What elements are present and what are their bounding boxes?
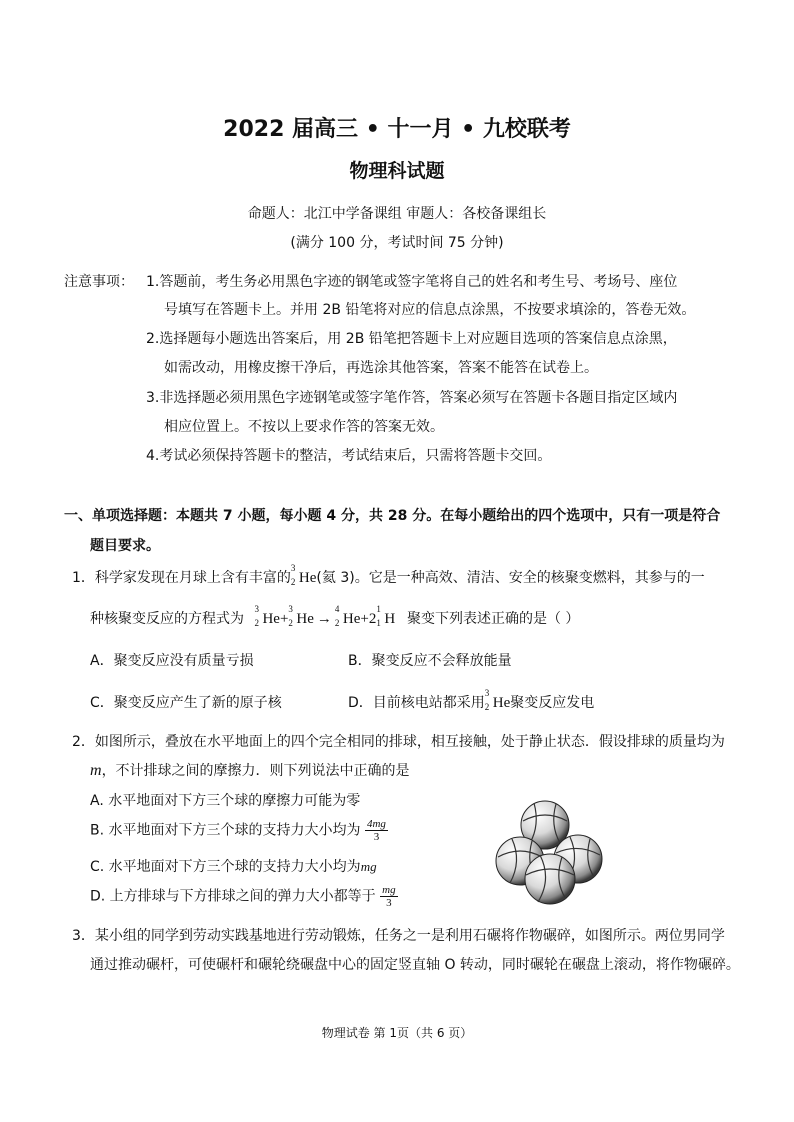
mass-symbol: m xyxy=(90,762,102,779)
element-symbol: He xyxy=(492,695,511,711)
q2-option-a: A. 水平地面对下方三个球的摩擦力可能为零 xyxy=(90,793,361,809)
q1-text: (氦 3)。它是一种高效、清洁、安全的核聚变燃料，其参与的一 xyxy=(316,570,705,586)
mass-number: 3 xyxy=(254,604,259,614)
nuclide xyxy=(334,604,361,628)
question-1-equation-line xyxy=(90,604,580,628)
element-symbol: H xyxy=(384,611,396,627)
nuclide xyxy=(254,604,280,628)
fusion-equation xyxy=(254,604,399,628)
mass-number: 1 xyxy=(376,604,381,614)
helium3-symbol xyxy=(484,688,511,712)
numerator: mg xyxy=(382,884,396,896)
helium3-symbol xyxy=(290,563,317,587)
page-footer: 物理试卷 第 1页（共 6 页） xyxy=(321,1026,473,1040)
numerator: 4mg xyxy=(366,818,386,830)
q1-text: D．目前核电站都采用 xyxy=(348,695,485,711)
note-line: 4.考试必须保持答题卡的整洁，考试结束后，只需将答题卡交回。 xyxy=(146,448,552,464)
notes-label: 注意事项： xyxy=(64,274,134,290)
score-time-line: (满分 100 分，考试时间 75 分钟) xyxy=(290,235,504,251)
denominator: 3 xyxy=(386,897,392,909)
q1-text: 聚变反应发电 xyxy=(510,695,595,711)
note-line: 1.答题前，考生务必用黑色字迹的钢笔或签字笔将自己的姓名和考生号、考场号、座位 xyxy=(146,274,678,290)
question-2-stem: 2．如图所示，叠放在水平地面上的四个完全相同的排球，相互接触，处于静止状态．假设排球的质量均为 xyxy=(72,734,725,750)
denominator: 3 xyxy=(373,831,380,843)
q2-text: B. 水平地面对下方三个球的支持力大小均为 xyxy=(90,822,361,839)
section-heading: 一、单项选择题：本题共 7 小题，每小题 4 分，共 28 分。在每小题给出的四个选项中，只有一项是符合 xyxy=(64,508,721,524)
mass-number: 3 xyxy=(290,563,296,573)
q1-option-b: B．聚变反应不会释放能量 xyxy=(348,653,512,669)
q1-option-c: C．聚变反应产生了新的原子核 xyxy=(90,695,282,711)
question-2-stem-cont xyxy=(90,760,410,780)
atomic-number: 2 xyxy=(334,618,340,628)
question-3-stem-cont: 通过推动碾杆，可使碾杆和碾轮绕碾盘中心的固定竖直轴 O 转动，同时碾轮在碾盘上滚动，将作物碾碎。 xyxy=(90,957,740,973)
reaction-arrow: → xyxy=(316,611,332,627)
q2-option-b xyxy=(90,818,388,843)
element-symbol: He xyxy=(296,611,314,627)
nuclide xyxy=(288,604,314,628)
element-symbol: He xyxy=(262,611,280,627)
note-line: 如需改动，用橡皮擦干净后，再选涂其他答案，答案不能答在试卷上。 xyxy=(164,360,598,376)
q1-text: 1．科学家发现在月球上含有丰富的 xyxy=(72,570,291,586)
q1-option-a: A．聚变反应没有质量亏损 xyxy=(90,653,254,669)
note-line: 相应位置上。不按以上要求作答的答案无效。 xyxy=(164,419,444,435)
note-line: 3.非选择题必须用黑色字迹钢笔或签字笔作答，答案必须写在答题卡各题目指定区域内 xyxy=(146,390,678,406)
fraction-4mg-over-3 xyxy=(365,818,388,843)
q2-text: ，不计排球之间的摩擦力．则下列说法中正确的是 xyxy=(101,763,410,779)
nuclide xyxy=(376,604,396,628)
note-line: 号填写在答题卡上。并用 2B 铅笔将对应的信息点涂黑，不按要求填涂的，答卷无效。 xyxy=(164,302,696,318)
q1-text: 种核聚变反应的方程式为 xyxy=(90,611,244,627)
note-line: 2.选择题每小题选出答案后，用 2B 铅笔把答题卡上对应题目选项的答案信息点涂黑， xyxy=(146,331,677,347)
exam-title: 2022 届高三 • 十一月 • 九校联考 xyxy=(223,117,571,142)
subject-title: 物理科试题 xyxy=(349,160,445,182)
fraction-mg-over-3 xyxy=(380,884,397,909)
atomic-number: 2 xyxy=(484,702,490,712)
q2-text: D. 上方排球与下方排球之间的弹力大小都等于 xyxy=(90,888,376,905)
stacked-volleyballs-figure xyxy=(490,795,610,910)
mass-number: 3 xyxy=(288,604,293,614)
section-heading-cont: 题目要求。 xyxy=(90,538,160,554)
plus-sign: +2 xyxy=(360,611,377,627)
plus-sign: + xyxy=(279,611,289,627)
volleyball-front xyxy=(525,854,575,904)
atomic-number: 2 xyxy=(254,618,259,628)
mg-value: mg xyxy=(360,859,377,874)
q2-option-d xyxy=(90,884,398,909)
atomic-number: 1 xyxy=(376,618,381,628)
question-1-stem xyxy=(72,563,705,587)
authors-line: 命题人：北江中学备课组 审题人：各校备课组长 xyxy=(247,206,547,222)
q1-text: 聚变下列表述正确的是（ ） xyxy=(406,611,580,627)
element-symbol: He xyxy=(298,570,317,586)
atomic-number: 2 xyxy=(288,618,293,628)
q1-option-d xyxy=(348,688,595,712)
mass-number: 3 xyxy=(484,688,490,698)
element-symbol: He xyxy=(342,611,361,627)
question-3-stem: 3．某小组的同学到劳动实践基地进行劳动锻炼，任务之一是利用石碾将作物碾碎，如图所示。两位男同学 xyxy=(72,928,725,944)
atomic-number: 2 xyxy=(290,577,296,587)
q2-option-c xyxy=(90,856,377,876)
mass-number: 4 xyxy=(334,604,340,614)
q2-text: C. 水平地面对下方三个球的支持力大小均为 xyxy=(90,859,361,875)
